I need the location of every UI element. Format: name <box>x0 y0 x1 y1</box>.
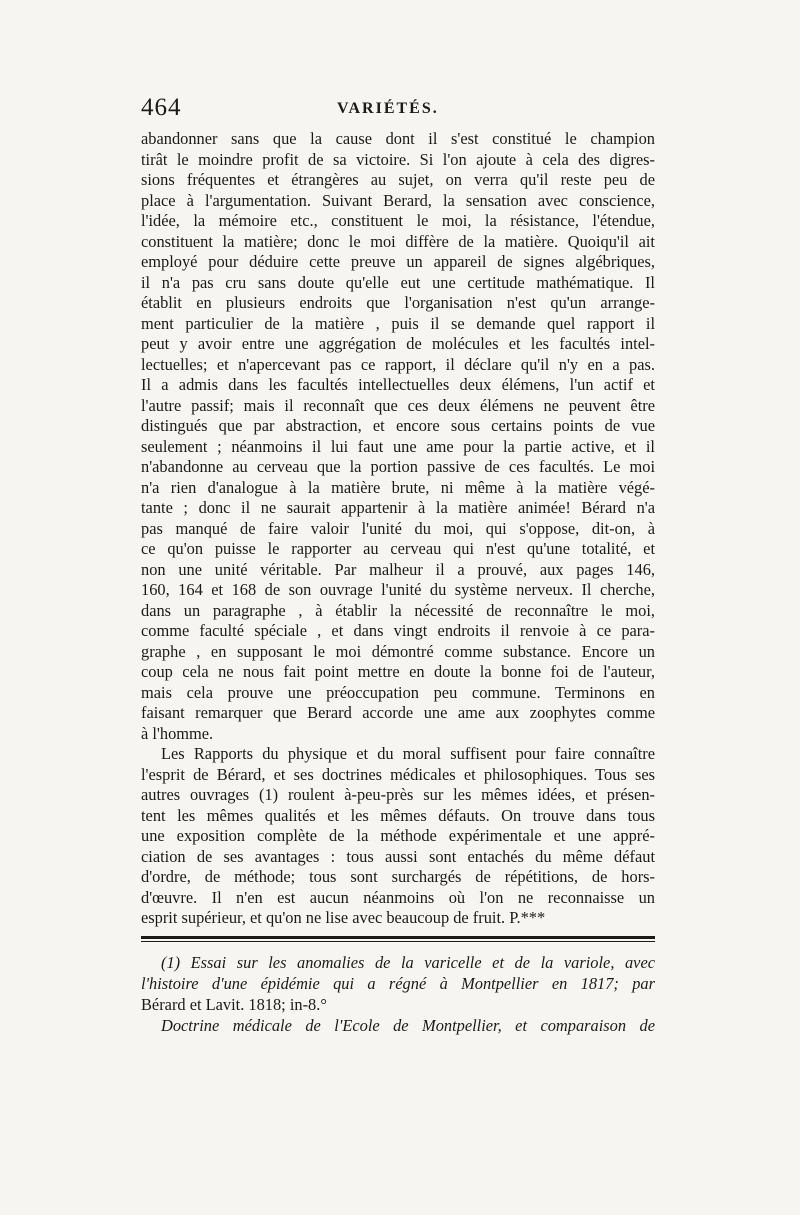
footnote-line: Doctrine médicale de l'Ecole de Montpellier, et comparaison de <box>161 1016 655 1035</box>
body-line: une exposition complète de la méthode expérimentale et une appré- <box>141 826 655 845</box>
footnote-divider-thin <box>141 941 655 942</box>
body-line: n'abandonne au cerveau que la portion passive de ces facultés. Le moi <box>141 457 655 476</box>
page-header <box>141 94 655 128</box>
body-line: l'esprit de Bérard, et ses doctrines médicales et philosophiques. Tous ses <box>141 764 655 784</box>
body-line: graphe , en supposant le moi démontré comme substance. Encore un <box>141 641 655 661</box>
footnote-line: (1) Essai sur les anomalies de la varicelle et de la variole, avec <box>161 953 655 972</box>
page-number: 464 <box>141 94 182 121</box>
body-line: non une unité véritable. Par malheur il a prouvé, aux pages 146, <box>141 559 655 579</box>
body-line: d'ordre, de méthode; tous sont surchargés de répétitions, de hors- <box>141 867 655 886</box>
body-line: abandonner sans que la cause dont il s'est constitué le champion <box>141 129 655 148</box>
body-line: distingués que par abstraction, et encore sous certains points de vue <box>141 416 655 435</box>
body-line: faisant remarquer que Berard accorde une ame aux zoophytes comme <box>141 703 655 722</box>
body-line: tante ; donc il ne saurait appartenir à la matière animée! Bérard n'a <box>141 498 655 517</box>
body-line: il n'a pas cru sans doute qu'elle eut une certitude mathématique. Il <box>141 272 655 292</box>
body-line: Les Rapports du physique et du moral suffisent pour faire connaître <box>161 744 655 763</box>
footnote-line: l'histoire d'une épidémie qui a régné à Montpellier en 1817; par <box>141 974 655 993</box>
body-line: pas manqué de faire valoir l'unité du moi, qui s'oppose, dit-on, à <box>141 518 655 538</box>
body-line: ce qu'on puisse le rapporter au cerveau qui n'est qu'une totalité, et <box>141 539 655 558</box>
body-line: coup cela ne nous fait point mettre en doute la bonne foi de l'auteur, <box>141 662 655 681</box>
body-line: d'œuvre. Il n'en est aucun néanmoins où l'on ne reconnaisse un <box>141 887 655 907</box>
body-line: l'idée, la mémoire etc., constituent le moi, la résistance, l'étendue, <box>141 211 655 230</box>
body-line: établit en plusieurs endroits que l'organisation n'est qu'un arrange- <box>141 293 655 312</box>
body-text <box>141 129 655 929</box>
body-line: l'autre passif; mais il reconnaît que ces deux élémens ne peuvent être <box>141 395 655 415</box>
body-line: ciation de ses avantages : tous aussi sont entachés du même défaut <box>141 846 655 866</box>
body-line: employé pour déduire cette preuve un appareil de signes algébriques, <box>141 252 655 271</box>
running-head: VARIÉTÉS. <box>337 100 439 117</box>
body-line: seulement ; néanmoins il lui faut une ame pour la partie active, et il <box>141 436 655 456</box>
body-line: à l'homme. <box>141 723 214 743</box>
body-line: ment particulier de la matière , puis il se demande quel rapport il <box>141 313 655 333</box>
body-line: 160, 164 et 168 de son ouvrage l'unité du système nerveux. Il cherche, <box>141 580 655 599</box>
body-line: tirât le moindre profit de sa victoire. Si l'on ajoute à cela des digres- <box>141 149 655 169</box>
body-line: dans un paragraphe , à établir la nécessité de reconnaître le moi, <box>141 600 655 620</box>
body-line: place à l'argumentation. Suivant Berard, la sensation avec conscience, <box>141 190 655 210</box>
body-line: tent les mêmes qualités et les mêmes défauts. On trouve dans tous <box>141 805 655 825</box>
body-line: n'a rien d'analogue à la matière brute, ni même à la matière végé- <box>141 477 655 497</box>
body-line: esprit supérieur, et qu'on ne lise avec beaucoup de fruit. P.*** <box>141 908 546 927</box>
footnote-line: Bérard et Lavit. 1818; in-8.° <box>141 995 327 1014</box>
body-line: Il a admis dans les facultés intellectuelles deux élémens, l'un actif et <box>141 375 655 394</box>
body-line: sions fréquentes et étrangères au sujet, on verra qu'il reste peu de <box>141 170 655 189</box>
body-line: comme faculté spéciale , et dans vingt endroits il renvoie à ce para- <box>141 621 655 640</box>
body-line: lectuelles; et n'apercevant pas ce rapport, il déclare qu'il n'y en a pas. <box>141 354 655 374</box>
footnote-divider <box>141 936 655 939</box>
body-line: mais cela prouve une préoccupation peu commune. Terminons en <box>141 682 655 702</box>
body-line: peut y avoir entre une aggrégation de molécules et les facultés intel- <box>141 334 655 353</box>
body-line: autres ouvrages (1) roulent à-peu-près sur les mêmes idées, et présen- <box>141 785 655 804</box>
body-line: constituent la matière; donc le moi diffère de la matière. Quoiqu'il ait <box>141 231 655 251</box>
footnotes <box>141 952 655 1036</box>
